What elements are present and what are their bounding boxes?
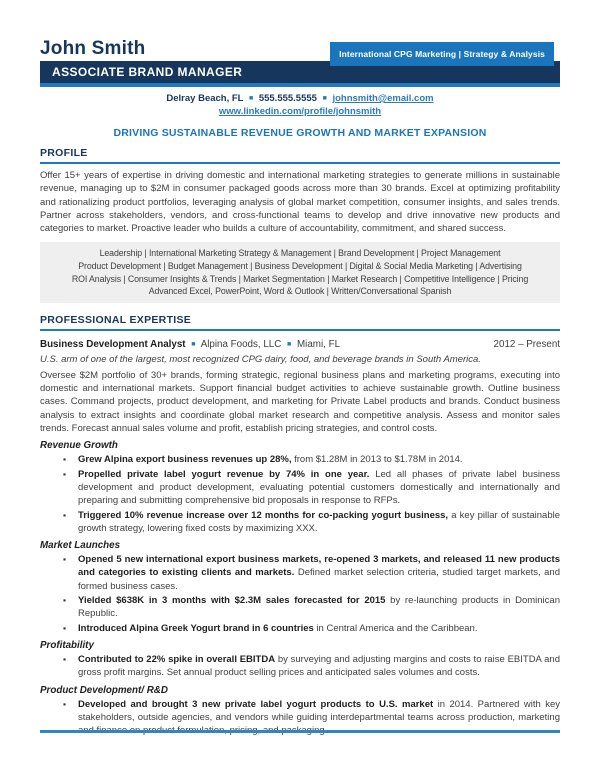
bullet-rest: by surveying and adjusting margins and costs to raise EBITDA and gross profit margins. Set annual product selling prices and anticipated sales volumes and costs. [78, 653, 560, 679]
bullet-lead: Contributed to 22% spike in overall EBITDA [78, 653, 276, 665]
bullet-item [40, 622, 560, 635]
skills-line: Advanced Excel, PowerPoint, Word & Outlook | Written/Conversational Spanish [148, 286, 452, 297]
skills-keywords-box [40, 242, 560, 302]
bullet-rest: Led all phases of private label business development and product development, evaluating potential customers domestically and internationally and preparing and submitting comprehensive bid proposals in response to RFPs. [78, 468, 560, 507]
company-description: U.S. arm of one of the largest, most recognized CPG dairy, food, and beverage brands in South America. [40, 353, 481, 365]
linkedin-link[interactable]: www.linkedin.com/profile/johnsmith [218, 105, 382, 117]
job-title: Business Development Analyst [40, 338, 186, 350]
bullet-lead: Propelled private label yogurt revenue by 74% in one year. [78, 468, 370, 480]
bullet-item [40, 468, 560, 508]
section-heading-expertise: PROFESSIONAL EXPERTISE [40, 314, 560, 331]
profile-paragraph: Offer 15+ years of expertise in driving domestic and international marketing strategies to generate millions in sustainable revenue, managing up to $2M in consumer packaged goods across more than 30 brands. Excel at optimizing profitability and rationalizing product portfolios, leveraging analysis of global market competition, consumer insights, and sales trends. Partner across stakeholders, vendors, and cross-functional teams to develop and drive innovative new products and categories to market. Proactive leader who builds a culture of accountability, commitment, and shared success. [40, 170, 560, 235]
resume-header [40, 36, 560, 87]
branding-headline: DRIVING SUSTAINABLE REVENUE GROWTH AND MARKET EXPANSION [113, 127, 487, 139]
contact-block [40, 93, 560, 118]
group-label-market-launches: Market Launches [40, 540, 121, 552]
job-location: Miami, FL [297, 338, 341, 350]
bullet-list [40, 553, 560, 635]
job-company: Alpina Foods, LLC [200, 338, 282, 350]
bullet-lead: Developed and brought 3 new private label yogurt products to U.S. market [78, 698, 434, 710]
group-label-product-development: Product Development/ R&D [40, 684, 168, 696]
bullet-item [40, 594, 560, 621]
group-label-revenue-growth: Revenue Growth [40, 440, 118, 452]
bullet-item [40, 509, 560, 536]
contact-phone: 555.555.5555 [258, 93, 317, 104]
bullet-rest: in 2014. Partnered with key stakeholders, outside agencies, and vendors while guiding interdepartmental teams across production, marketing and finance on product formulation, pricing, and packaging. [78, 698, 560, 737]
square-separator-icon: ■ [287, 340, 292, 348]
skills-line: Leadership | International Marketing Strategy & Management | Brand Development | Project Management [99, 248, 501, 259]
bullet-rest: by re-launching products in Dominican Republic. [78, 595, 560, 620]
bullet-rest: in Central America and the Caribbean. [313, 622, 478, 634]
skills-line: Product Development | Budget Management | Business Development | Digital & Social Media Marketing | Advertising [78, 261, 522, 272]
footer-divider [40, 730, 560, 733]
bullet-lead: Introduced Alpina Greek Yogurt brand in 6 countries [78, 622, 314, 634]
bullet-lead: Yielded $638K in 3 months with $2.3M sales forecasted for 2015 [78, 595, 386, 607]
section-heading-profile: PROFILE [40, 147, 560, 164]
bullet-item [40, 453, 560, 466]
square-separator-icon: ■ [191, 340, 196, 348]
job-summary: Oversee $2M portfolio of 30+ brands, forming strategic, regional business plans and marketing programs, executing into domestic and international markets. Support financial budget activities to achieve sustainable growth. Outline business cases. Command projects, product development, and marketing for Private Label products and brands. Conduct business analysis to extract insights and coordinate global market research and competitive analysis. Assess and monitor sales trends. Forecast annual sales volume and profit, establish pricing strategies, and control costs. [40, 369, 560, 435]
candidate-name: John Smith [40, 38, 146, 59]
job-header-line [40, 339, 560, 350]
email-link[interactable]: johnsmith@email.com [332, 93, 434, 104]
job-left [40, 339, 340, 350]
job-dates: 2012 – Present [493, 338, 560, 350]
bullet-rest: Defined market selection criteria, studied target markets, and formed business cases. [78, 567, 560, 592]
bullet-item [40, 553, 560, 593]
linkedin-line [40, 106, 560, 119]
specialty-badge: International CPG Marketing | Strategy & Analysis [330, 42, 554, 66]
bullet-item [40, 653, 560, 680]
square-separator-icon: ■ [248, 95, 254, 102]
bullet-lead: Triggered 10% revenue increase over 12 months for co-packing yogurt business, [78, 509, 449, 521]
contact-line [40, 93, 560, 106]
contact-location: Delray Beach, FL [166, 93, 244, 104]
bullet-rest: a key pillar of sustainable growth strategy, lowering fixed costs by maximizing XXX. [78, 509, 560, 534]
bullet-lead: Grew Alpina export business revenues up 28%, [78, 454, 292, 466]
square-separator-icon: ■ [322, 95, 327, 102]
job-title-bar: ASSOCIATE BRAND MANAGER [52, 65, 243, 79]
group-label-profitability: Profitability [40, 639, 94, 651]
bullet-rest: from $1.28M in 2013 to $1.78M in 2014. [291, 454, 463, 466]
bullet-list [40, 453, 560, 535]
bullet-lead: Opened 5 new international export business markets, re-opened 3 markets, and released 11 new products and categories to existing clients and markets. [78, 554, 560, 579]
bullet-list [40, 653, 560, 680]
skills-line: ROI Analysis | Consumer Insights & Trends | Market Segmentation | Market Research | Competitive Intelligence | Pricing [71, 273, 529, 284]
